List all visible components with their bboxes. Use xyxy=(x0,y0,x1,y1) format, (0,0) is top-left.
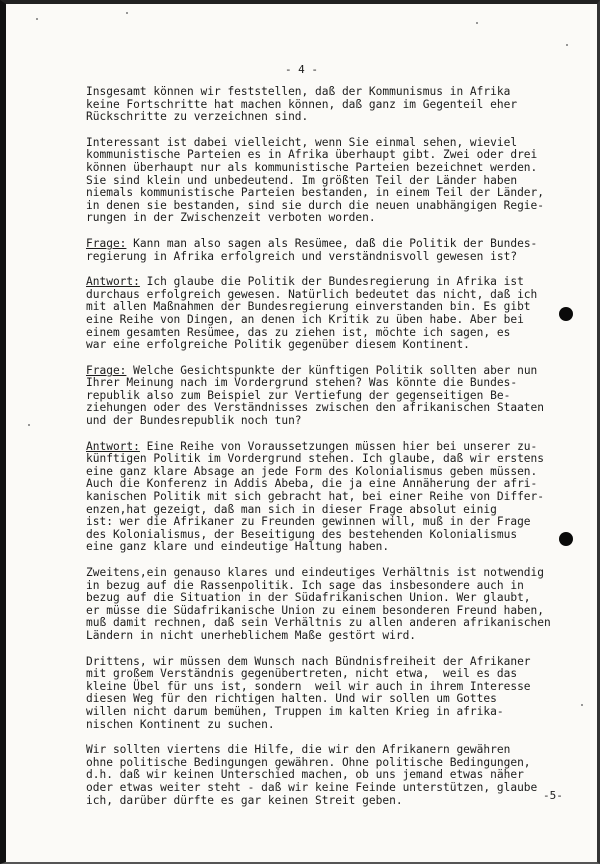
paragraph xyxy=(86,137,578,225)
paragraph xyxy=(86,276,578,352)
scan-speck xyxy=(126,12,128,14)
paragraph xyxy=(86,441,578,554)
scan-speck xyxy=(581,704,583,706)
paragraph xyxy=(86,365,578,428)
scan-speck xyxy=(28,424,30,426)
scan-speck xyxy=(566,44,568,46)
paragraph-text: Interessant ist dabei vielleicht, wenn Sie einmal sehen, wieviel kommunistische Parteien es in Afrika überhaupt gibt. Zwei oder drei können überhaupt nur als kommunistische Parteien bezeichnet werden. Sie sind klein und unbedeutend. Im größten Teil der Länder haben niemals kommunistische Parteien bestanden, in einem Teil der Länder, in denen sie bestanden, sind sie durch die neuen unabhängigen Regie- rungen in der Zwischenzeit verboten worden. xyxy=(86,135,545,225)
paragraph-text: Insgesamt können wir feststellen, daß der Kommunismus in Afrika keine Fortschritte hat machen können, daß ganz im Gegenteil eher Rückschritte zu verzeichnen sind. xyxy=(86,85,518,124)
body-text xyxy=(86,86,578,820)
punch-hole xyxy=(559,307,573,321)
page-number: - 4 - xyxy=(284,63,319,76)
paragraph-text: Eine Reihe von Voraussetzungen müssen hier bei unserer zu- künftigen Politik im Vordergrund stehen. Ich glaube, daß wir erstens eine ganz klare Absage an jede Form des Kolonialismus geben müssen. Auch die Konferenz in Addis Abeba, die ja eine Annäherung der afri- kanischen Politik mit sich gebracht hat, bei einer Reihe von Differ- enzen,hat gezeigt, daß man sich in dieser Frage absolut einig ist: wer die Afrikaner zu Freunden gewinnen will, muß in der Frage des Kolonialismus, der Beseitigung des bestehenden Kolonialismus eine ganz klare und eindeutige Haltung haben. xyxy=(86,439,545,554)
scan-speck xyxy=(36,18,38,20)
speaker-label: Frage: xyxy=(86,236,127,250)
speaker-label: Antwort: xyxy=(86,275,140,289)
paragraph-text: Wir sollten viertens die Hilfe, die wir den Afrikanern gewähren ohne politische Bedingungen gewähren. Ohne politische Bedingungen, d.h. daß wir keinen Unterschied machen, ob uns jemand etwas näher oder etwas weiter steht - daß wir keine Feinde unterstützen, glaube ich, darüber dürfte es gar keinen Streit geben. xyxy=(86,743,538,807)
paragraph xyxy=(86,656,578,732)
scan-speck xyxy=(476,22,478,24)
speaker-label: Antwort: xyxy=(86,439,140,453)
paragraph-text: Ich glaube die Politik der Bundesregierung in Afrika ist durchaus erfolgreich gewesen. Natürlich bedeutet das nicht, daß ich mit allen Maßnahmen der Bundesregierung einverstanden bin. Es gibt eine Reihe von Dingen, an denen ich Kritik zu üben habe. Aber bei einem gesamten Resümee, das zu ziehen ist, möchte ich sagen, es war eine erfolgreiche Politik gegenüber diesem Kontinent. xyxy=(86,275,538,352)
paragraph-text: Welche Gesichtspunkte der künftigen Politik sollten aber nun Ihrer Meinung nach im Vordergrund stehen? Was könnte die Bundes- republik also zum Beispiel zur Vertiefung der gegenseitigen Be- ziehungen oder des Verständnisses zwischen den afrikanischen Staaten und der Bundesrepublik noch tun? xyxy=(86,363,545,428)
speaker-label: Frage: xyxy=(86,363,127,377)
paragraph-text: Zweitens,ein genauso klares und eindeutiges Verhältnis ist notwendig in bezug auf die Rassenpolitik. Ich sage das insbesondere auch in bezug auf die Situation in der Südafrikanischen Union. Wer glaubt, er müsse die Südafrikanische Union zu einem besonderen Freund haben, muß damit rechnen, daß sein Verhältnis zu allen anderen afrikanischen Ländern in nicht unerheblichem Maße gestört wird. xyxy=(86,566,551,642)
next-page-marker: -5- xyxy=(543,789,563,802)
punch-hole xyxy=(559,532,573,546)
paragraph xyxy=(86,744,578,807)
paragraph-text: Drittens, wir müssen dem Wunsch nach Bündnisfreiheit der Afrikaner mit großem Verständnis gegenübertreten, nicht etwa, weil es das kleine Übel für uns ist, sondern weil wir auch in ihrem Interesse diesen Weg für den richtigen halten. Und wir sollen um Gottes willen nicht darum bemühen, Truppen im kalten Krieg in afrika- nischen Kontinent zu suchen. xyxy=(86,654,531,731)
paragraph xyxy=(86,238,578,263)
paragraph xyxy=(86,567,578,643)
paragraph-text: Kann man also sagen als Resümee, daß die Politik der Bundes- regierung in Afrika erfolgreich und verständnisvoll gewesen ist? xyxy=(86,236,538,263)
paragraph xyxy=(86,86,578,124)
